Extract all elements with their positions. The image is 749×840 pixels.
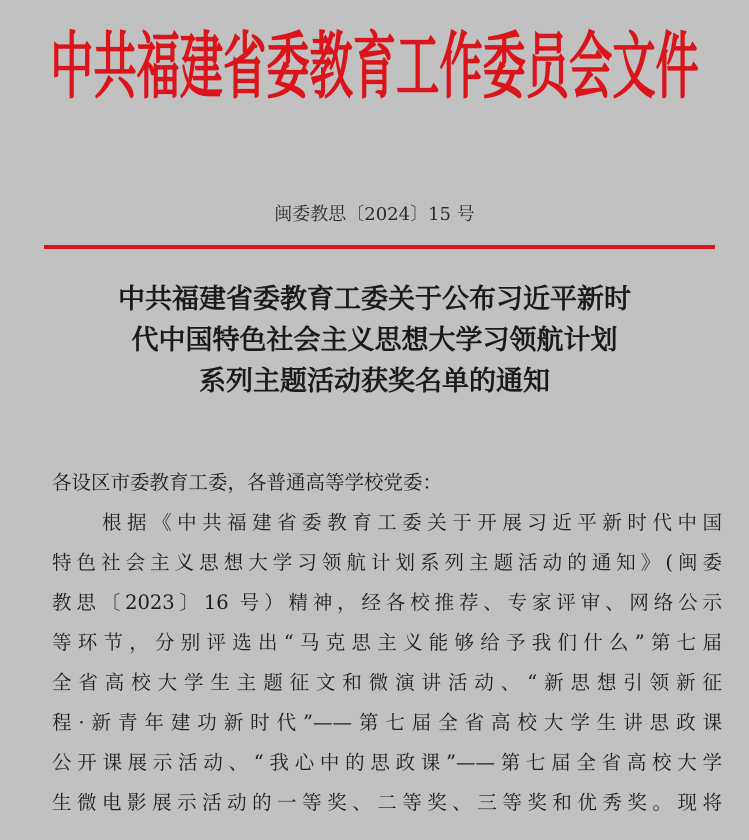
salutation: 各设区市委教育工委，各普通高等学校党委： bbox=[52, 471, 443, 494]
paragraph-line: 全省高校大学生主题征文和微演讲活动、“新思想引领新征 bbox=[52, 671, 722, 694]
document-number: 闽委教思〔2024〕15 号 bbox=[274, 204, 475, 225]
paragraph-line: 教思〔2023〕16 号）精神，经各校推荐、专家评审、网络公示 bbox=[52, 591, 722, 614]
masthead-text: 中共福建省委教育工作委员会文件 bbox=[50, 24, 699, 110]
paragraph-line: 特色社会主义思想大学习领航计划系列主题活动的通知》(闽委 bbox=[52, 551, 722, 574]
paragraph-line: 等环节，分别评选出“马克思主义能够给予我们什么”第七届 bbox=[52, 631, 722, 654]
paragraph-line: 公开课展示活动、“我心中的思政课”——第七届全省高校大学 bbox=[52, 751, 722, 774]
title-line: 系列主题活动获奖名单的通知 bbox=[199, 366, 550, 397]
paragraph-line: 生微电影展示活动的一等奖、二等奖、三等奖和优秀奖。现将 bbox=[52, 791, 722, 814]
paragraph-line: 根据《中共福建省委教育工委关于开展习近平新时代中国 bbox=[52, 511, 722, 534]
paragraph-line: 程·新青年建功新时代”——第七届全省高校大学生讲思政课 bbox=[52, 711, 722, 734]
document-body bbox=[52, 463, 722, 823]
document-title bbox=[40, 279, 709, 402]
title-line: 中共福建省委教育工委关于公布习近平新时 bbox=[118, 284, 631, 315]
issuer-masthead bbox=[0, 18, 749, 118]
title-line: 代中国特色社会主义思想大学习领航计划 bbox=[131, 325, 618, 356]
red-divider-rule bbox=[44, 245, 715, 249]
